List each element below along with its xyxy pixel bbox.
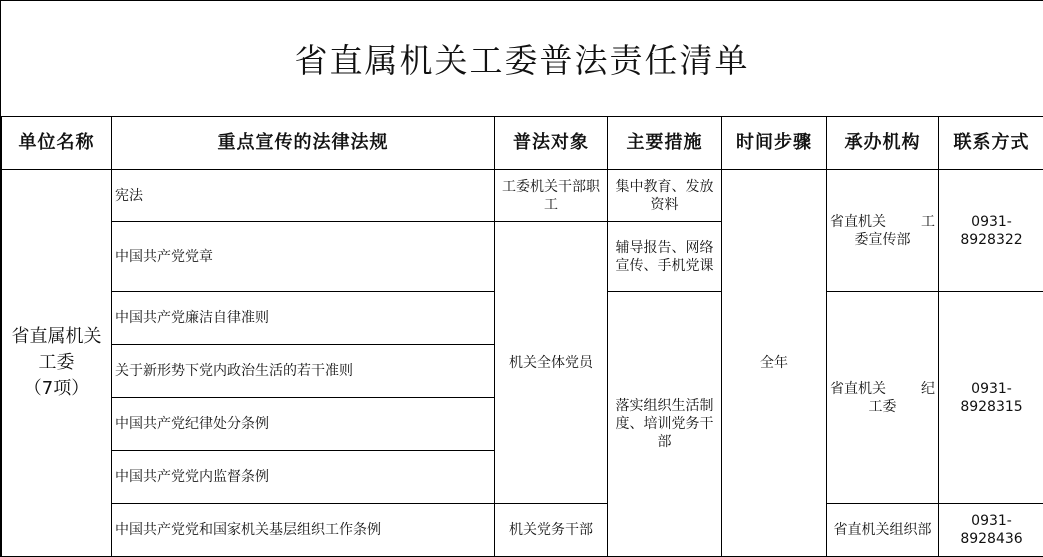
contact-cell: 0931-8928315	[939, 292, 1043, 504]
org-text: 委宣传部	[854, 231, 911, 248]
org-text: 工	[921, 213, 935, 230]
org-cell: 省直机关组织部	[827, 504, 939, 557]
org-cell	[827, 292, 939, 504]
unit-name-line2: 工委	[38, 352, 75, 373]
measure-cell: 集中教育、发放资料	[608, 170, 722, 222]
law-cell: 中国共产党廉洁自律准则	[112, 292, 495, 345]
header-time: 时间步骤	[722, 117, 827, 170]
unit-name-line1: 省直属机关	[11, 326, 102, 347]
header-unit: 单位名称	[2, 117, 112, 170]
org-line	[830, 213, 935, 231]
law-cell: 中国共产党党和国家机关基层组织工作条例	[112, 504, 495, 557]
org-text: 工委	[868, 398, 897, 415]
table-row	[2, 504, 1043, 557]
measure-cell: 落实组织生活制度、培训党务干部	[608, 292, 722, 557]
responsibility-table	[1, 116, 1043, 557]
org-cell	[827, 170, 939, 292]
org-line	[830, 380, 935, 398]
header-row	[2, 117, 1043, 170]
contact-cell: 0931-8928322	[939, 170, 1043, 292]
law-cell: 中国共产党党内监督条例	[112, 451, 495, 504]
table-row	[2, 170, 1043, 222]
org-text: 省直机关	[830, 380, 886, 397]
target-cell: 机关党务干部	[495, 504, 608, 557]
header-laws: 重点宣传的法律法规	[112, 117, 495, 170]
header-measures: 主要措施	[608, 117, 722, 170]
org-text: 省直机关	[830, 213, 886, 230]
header-contact: 联系方式	[939, 117, 1043, 170]
law-cell: 宪法	[112, 170, 495, 222]
page-title: 省直属机关工委普法责任清单	[294, 40, 750, 80]
contact-cell: 0931-8928436	[939, 504, 1043, 557]
unit-cell	[2, 170, 112, 557]
law-cell: 中国共产党纪律处分条例	[112, 398, 495, 451]
header-target: 普法对象	[495, 117, 608, 170]
target-cell: 工委机关干部职工	[495, 170, 608, 222]
time-cell: 全年	[722, 170, 827, 557]
header-org: 承办机构	[827, 117, 939, 170]
measure-cell: 辅导报告、网络宣传、手机党课	[608, 222, 722, 292]
law-cell: 中国共产党党章	[112, 222, 495, 292]
unit-count: （7项）	[23, 378, 90, 399]
law-cell: 关于新形势下党内政治生活的若干准则	[112, 345, 495, 398]
target-cell: 机关全体党员	[495, 222, 608, 504]
org-text: 纪	[921, 380, 935, 397]
